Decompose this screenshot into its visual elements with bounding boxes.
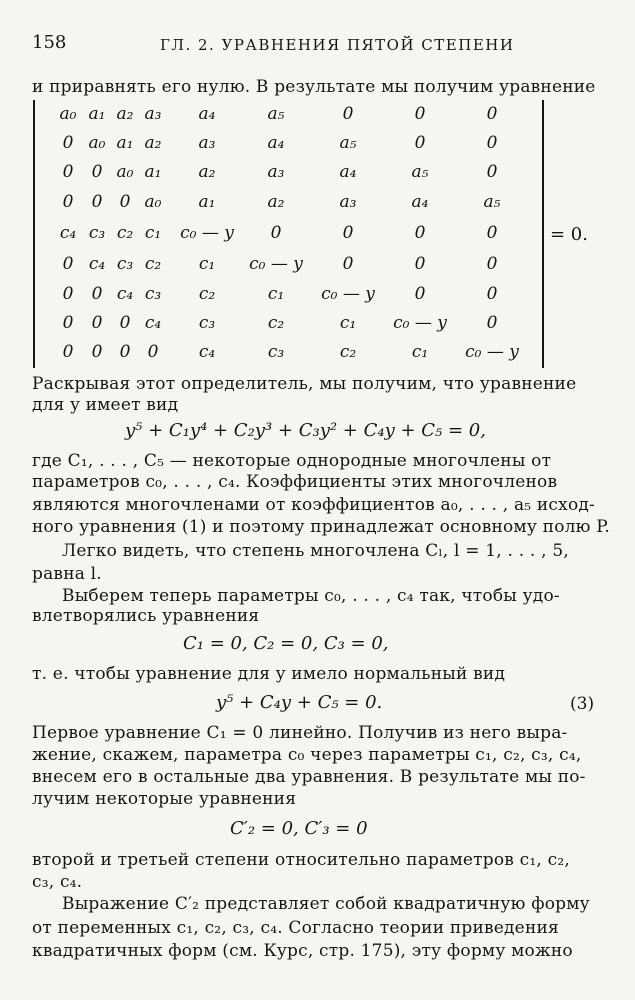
matrix-cell: 0: [62, 192, 74, 212]
matrix-cell: c₃: [144, 284, 162, 304]
matrix-cell: a₀: [144, 192, 162, 212]
matrix-cell: 0: [62, 284, 74, 304]
matrix-cell: 0: [342, 254, 354, 274]
determinant-right-bar: [542, 100, 544, 368]
matrix-cell: a₄: [411, 192, 429, 212]
matrix-cell: 0: [91, 342, 103, 362]
determinant-left-bar: [33, 100, 35, 368]
matrix-cell: c₃: [198, 313, 216, 333]
matrix-cell: c₃: [116, 254, 134, 274]
matrix-cell: a₀: [88, 133, 106, 153]
matrix-cell: a₃: [267, 162, 285, 182]
matrix-cell: a₂: [198, 162, 216, 182]
matrix-cell: c₀ — y: [180, 223, 234, 243]
matrix-cell: c₀ — y: [465, 342, 519, 362]
text-line: влетворялись уравнения: [32, 606, 260, 626]
matrix-cell: 0: [414, 223, 426, 243]
matrix-cell: 0: [486, 223, 498, 243]
text-line: квадратичных форм (см. Курс, стр. 175), эту форму можно: [32, 941, 573, 961]
text-line: c₃, c₄.: [32, 872, 83, 892]
text-line: Выберем теперь параметры c₀, . . . , c₄ так, чтобы удо-: [62, 586, 560, 606]
equation-main: y⁵ + C₁y⁴ + C₂y³ + C₃y² + C₄y + C₅ = 0,: [125, 420, 486, 441]
matrix-cell: a₅: [411, 162, 429, 182]
matrix-cell: c₃: [267, 342, 285, 362]
matrix-cell: c₂: [198, 284, 216, 304]
equation-reduced: C′₂ = 0, C′₃ = 0: [230, 818, 368, 839]
text-line: от переменных c₁, c₂, c₃, c₄. Согласно теории приведения: [32, 918, 559, 938]
matrix-cell: a₅: [267, 104, 285, 124]
matrix-cell: a₀: [59, 104, 77, 124]
matrix-cell: 0: [486, 284, 498, 304]
matrix-cell: a₂: [116, 104, 134, 124]
matrix-cell: a₁: [116, 133, 134, 153]
determinant-rhs: = 0.: [550, 224, 588, 245]
text-line: Первое уравнение C₁ = 0 линейно. Получив из него выра-: [32, 723, 568, 743]
matrix-cell: 0: [62, 342, 74, 362]
matrix-cell: c₁: [144, 223, 162, 243]
text-line: Легко видеть, что степень многочлена Cₗ, l = 1, . . . , 5,: [62, 541, 569, 561]
matrix-cell: 0: [486, 162, 498, 182]
matrix-cell: c₀ — y: [249, 254, 303, 274]
equation-normal-form: y⁵ + C₄y + C₅ = 0.: [216, 692, 383, 713]
text-line: являются многочленами от коэффициентов a₀, . . . , a₅ исход-: [32, 495, 595, 515]
matrix-cell: c₀ — y: [393, 313, 447, 333]
page-number: 158: [32, 32, 67, 53]
matrix-cell: c₄: [144, 313, 162, 333]
matrix-cell: c₃: [88, 223, 106, 243]
matrix-cell: a₁: [198, 192, 216, 212]
text-line: Раскрывая этот определитель, мы получим, что уравнение: [32, 374, 577, 394]
matrix-cell: c₁: [411, 342, 429, 362]
matrix-cell: c₄: [59, 223, 77, 243]
matrix-cell: a₄: [339, 162, 357, 182]
matrix-cell: 0: [62, 313, 74, 333]
matrix-cell: a₂: [144, 133, 162, 153]
equation-number: (3): [570, 694, 595, 714]
text-line: параметров c₀, . . . , c₄. Коэффициенты этих многочленов: [32, 472, 558, 492]
matrix-cell: a₁: [144, 162, 162, 182]
matrix-cell: 0: [147, 342, 159, 362]
matrix-cell: c₂: [267, 313, 285, 333]
text-line: для y имеет вид: [32, 395, 179, 415]
matrix-cell: c₄: [198, 342, 216, 362]
text-line: где C₁, . . . , C₅ — некоторые однородные многочлены от: [32, 451, 552, 471]
matrix-cell: 0: [342, 104, 354, 124]
matrix-cell: c₀ — y: [321, 284, 375, 304]
matrix-cell: 0: [62, 162, 74, 182]
text-line: второй и третьей степени относительно параметров c₁, c₂,: [32, 850, 570, 870]
matrix-cell: 0: [486, 133, 498, 153]
matrix-cell: 0: [91, 284, 103, 304]
matrix-cell: c₁: [198, 254, 216, 274]
text-line: равна l.: [32, 564, 102, 584]
matrix-cell: a₅: [483, 192, 501, 212]
matrix-cell: 0: [62, 133, 74, 153]
matrix-cell: c₄: [88, 254, 106, 274]
text-line: Выражение C′₂ представляет собой квадратичную форму: [62, 894, 590, 914]
matrix-cell: 0: [91, 313, 103, 333]
matrix-cell: c₁: [339, 313, 357, 333]
text-line: ного уравнения (1) и поэтому принадлежат основному полю P.: [32, 517, 611, 537]
matrix-cell: a₀: [116, 162, 134, 182]
matrix-cell: c₄: [116, 284, 134, 304]
matrix-cell: 0: [342, 223, 354, 243]
matrix-cell: a₂: [267, 192, 285, 212]
matrix-cell: 0: [119, 313, 131, 333]
matrix-cell: c₁: [267, 284, 285, 304]
intro-line: и приравнять его нулю. В результате мы получим уравнение: [32, 77, 596, 97]
matrix-cell: 0: [91, 192, 103, 212]
text-line: внесем его в остальные два уравнения. В результате мы по-: [32, 767, 586, 787]
matrix-cell: 0: [119, 342, 131, 362]
matrix-cell: 0: [414, 104, 426, 124]
equation-conditions: C₁ = 0, C₂ = 0, C₃ = 0,: [183, 633, 389, 654]
text-line: т. е. чтобы уравнение для y имело нормальный вид: [32, 664, 506, 684]
matrix-cell: a₃: [198, 133, 216, 153]
text-line: жение, скажем, параметра c₀ через параметры c₁, c₂, c₃, c₄,: [32, 745, 582, 765]
matrix-cell: 0: [119, 192, 131, 212]
matrix-cell: 0: [91, 162, 103, 182]
matrix-cell: 0: [62, 254, 74, 274]
matrix-cell: c₂: [116, 223, 134, 243]
matrix-cell: c₂: [144, 254, 162, 274]
matrix-cell: 0: [414, 284, 426, 304]
matrix-cell: a₃: [339, 192, 357, 212]
matrix-cell: a₁: [88, 104, 106, 124]
text-line: лучим некоторые уравнения: [32, 789, 297, 809]
matrix-cell: a₄: [267, 133, 285, 153]
matrix-cell: c₂: [339, 342, 357, 362]
matrix-cell: 0: [414, 254, 426, 274]
matrix-cell: 0: [486, 254, 498, 274]
matrix-cell: a₅: [339, 133, 357, 153]
matrix-cell: 0: [270, 223, 282, 243]
matrix-cell: 0: [414, 133, 426, 153]
running-title: ГЛ. 2. УРАВНЕНИЯ ПЯТОЙ СТЕПЕНИ: [160, 36, 515, 54]
matrix-cell: 0: [486, 313, 498, 333]
matrix-cell: a₄: [198, 104, 216, 124]
matrix-cell: a₃: [144, 104, 162, 124]
matrix-cell: 0: [486, 104, 498, 124]
